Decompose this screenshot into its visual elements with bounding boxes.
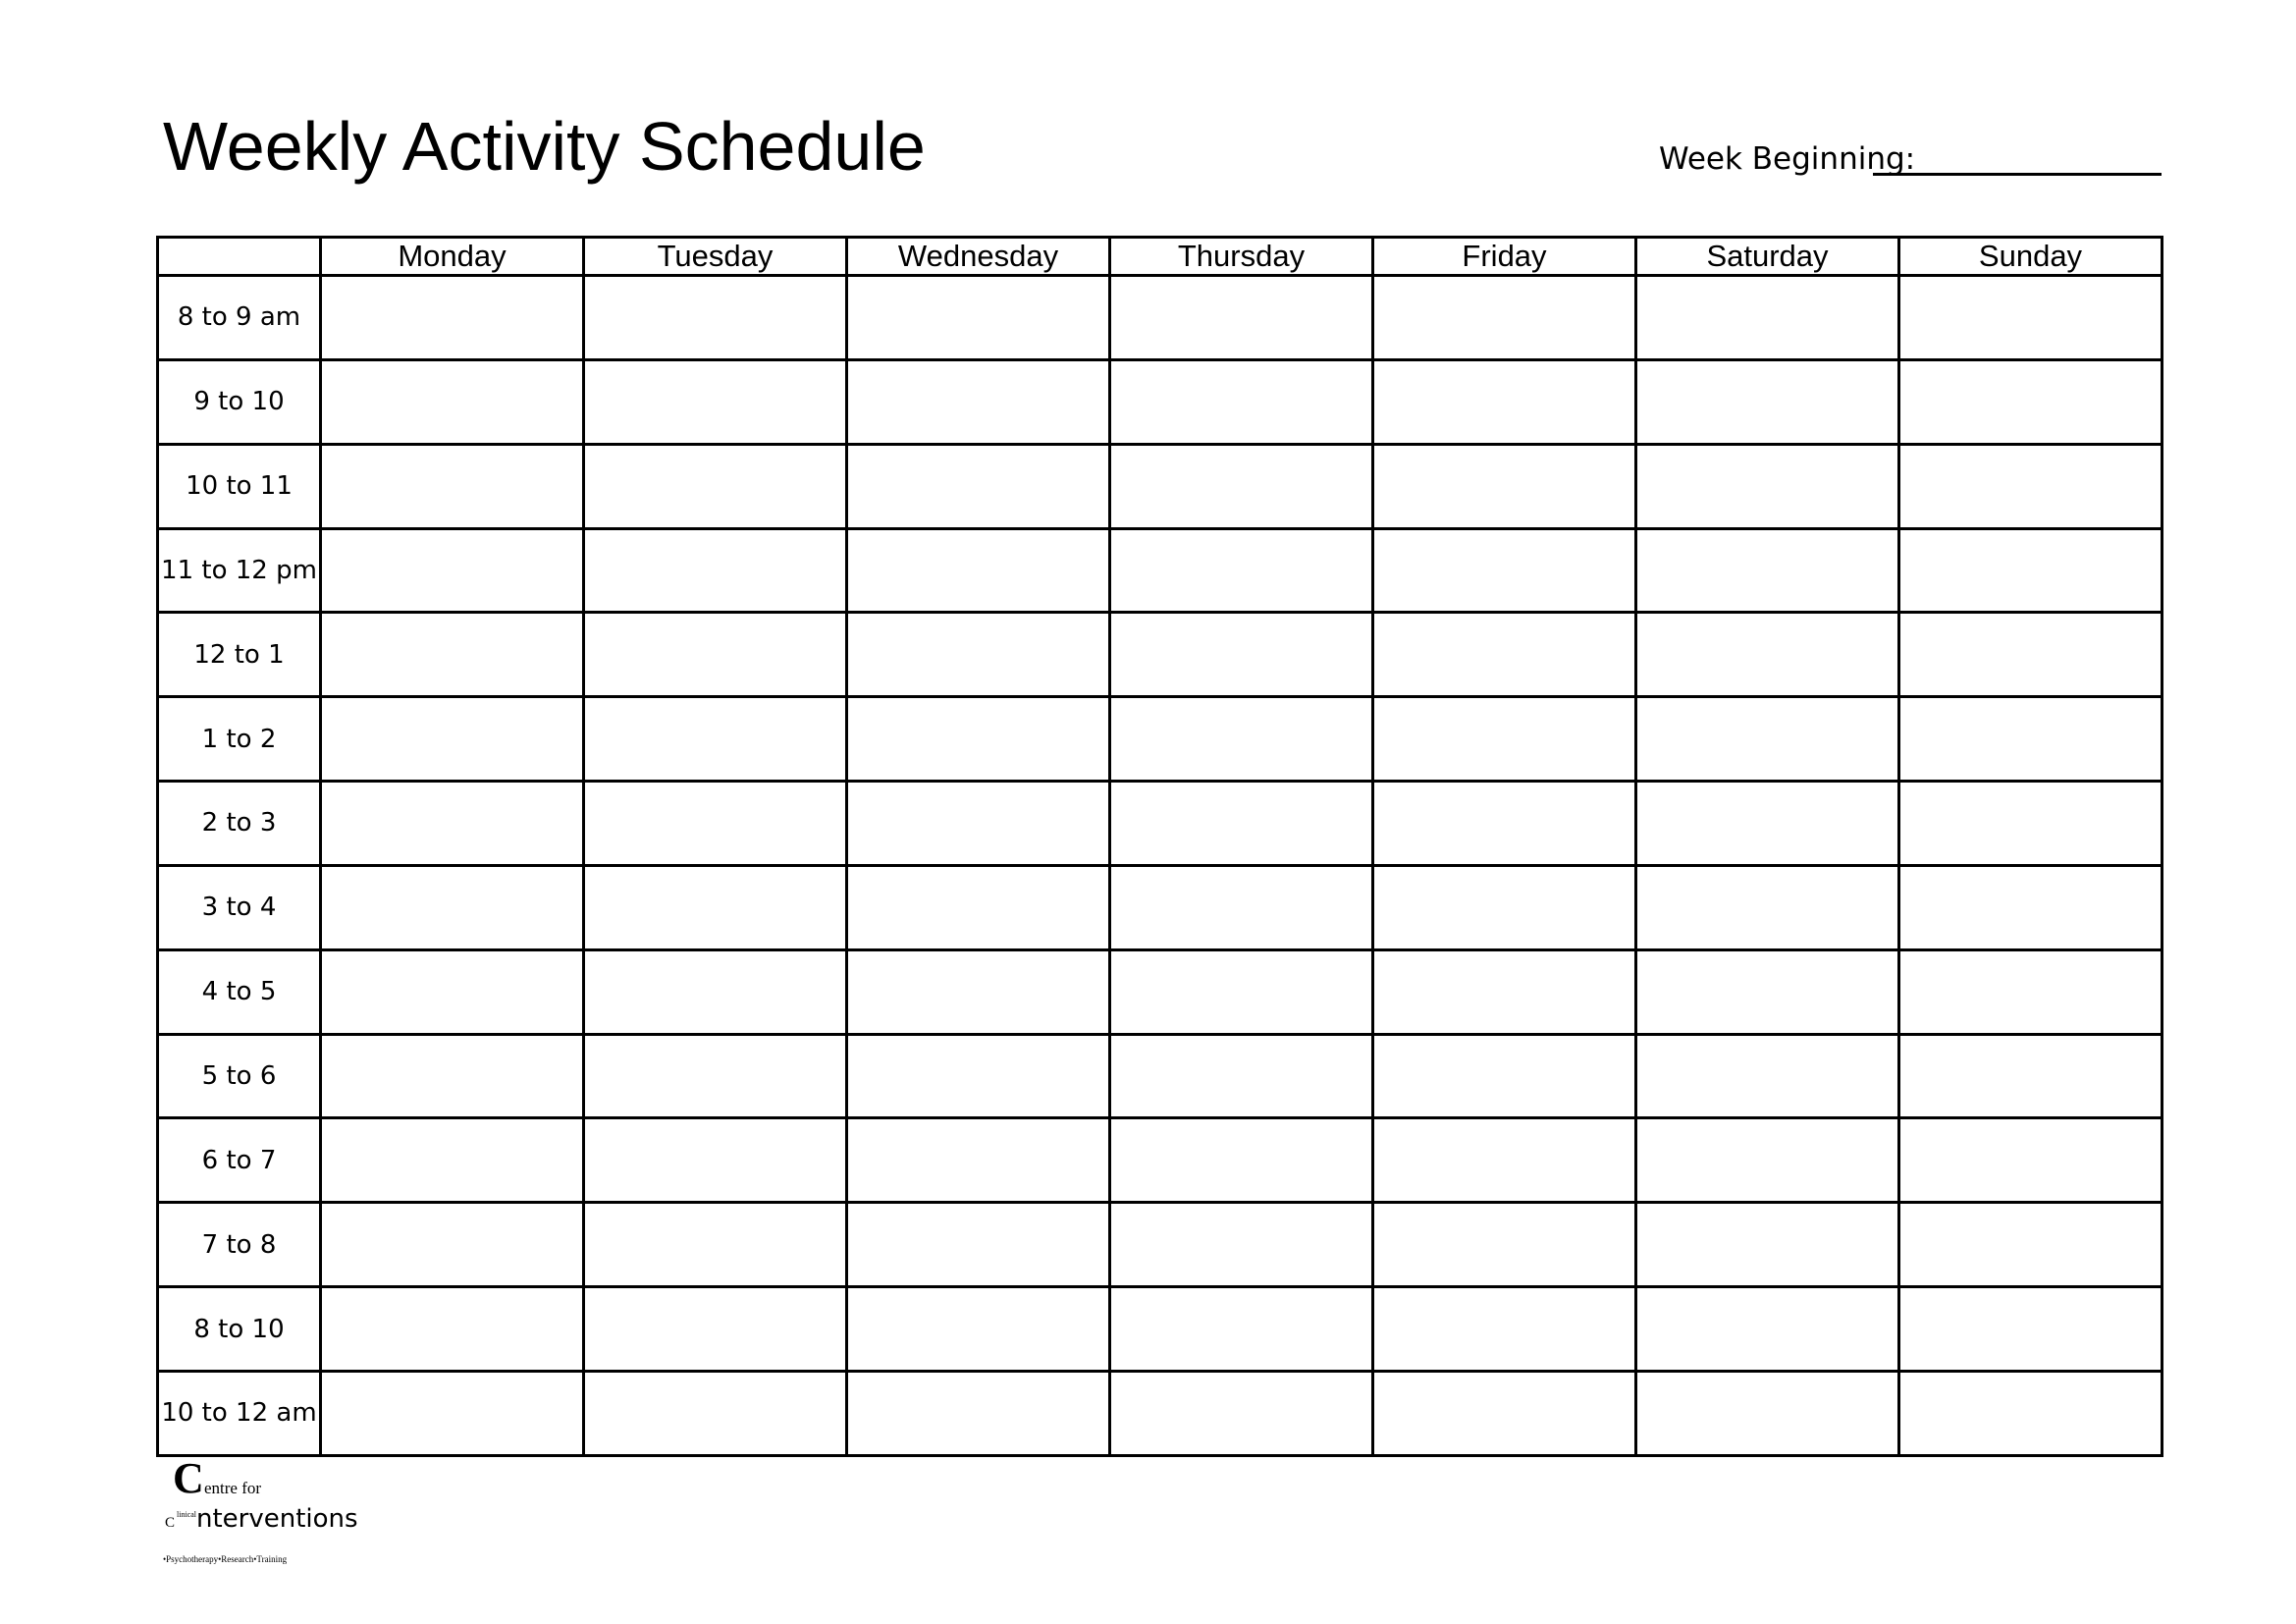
activity-cell-wednesday[interactable] [847,697,1110,782]
activity-cell-tuesday[interactable] [584,359,847,444]
schedule-table [156,236,2163,1457]
time-slot-label: 8 to 9 am [158,276,321,360]
table-row [158,444,2163,528]
activity-cell-sunday[interactable] [1899,1034,2163,1118]
activity-cell-thursday[interactable] [1110,1287,1373,1372]
activity-cell-wednesday[interactable] [847,865,1110,949]
activity-cell-monday[interactable] [321,1118,584,1203]
table-row [158,1371,2163,1455]
day-header-tuesday: Tuesday [584,238,847,276]
logo-line1: entre for [204,1479,262,1497]
day-header-saturday: Saturday [1636,238,1899,276]
activity-cell-monday[interactable] [321,359,584,444]
activity-cell-friday[interactable] [1373,1118,1636,1203]
activity-cell-wednesday[interactable] [847,1034,1110,1118]
activity-cell-sunday[interactable] [1899,359,2163,444]
week-beginning-label: Week Beginning: [1659,141,1916,177]
activity-cell-monday[interactable] [321,782,584,866]
activity-cell-thursday[interactable] [1110,1118,1373,1203]
day-header-wednesday: Wednesday [847,238,1110,276]
activity-cell-monday[interactable] [321,613,584,697]
activity-cell-saturday[interactable] [1636,276,1899,360]
logo-clinical: linical [177,1510,196,1519]
activity-cell-sunday[interactable] [1899,697,2163,782]
activity-cell-sunday[interactable] [1899,1371,2163,1455]
time-slot-label: 1 to 2 [158,697,321,782]
table-row [158,1203,2163,1287]
activity-cell-tuesday[interactable] [584,444,847,528]
activity-cell-thursday[interactable] [1110,865,1373,949]
activity-cell-wednesday[interactable] [847,949,1110,1034]
activity-cell-tuesday[interactable] [584,1203,847,1287]
activity-cell-saturday[interactable] [1636,865,1899,949]
activity-cell-wednesday[interactable] [847,276,1110,360]
activity-cell-saturday[interactable] [1636,1371,1899,1455]
table-row [158,528,2163,613]
activity-cell-saturday[interactable] [1636,444,1899,528]
activity-cell-thursday[interactable] [1110,1371,1373,1455]
activity-cell-wednesday[interactable] [847,1203,1110,1287]
activity-cell-monday[interactable] [321,1034,584,1118]
activity-cell-monday[interactable] [321,949,584,1034]
activity-cell-monday[interactable] [321,1203,584,1287]
activity-cell-saturday[interactable] [1636,359,1899,444]
day-header-friday: Friday [1373,238,1636,276]
activity-cell-thursday[interactable] [1110,276,1373,360]
activity-cell-friday[interactable] [1373,276,1636,360]
activity-cell-friday[interactable] [1373,528,1636,613]
page-title: Weekly Activity Schedule [163,108,926,185]
time-slot-label: 8 to 10 [158,1287,321,1372]
activity-cell-wednesday[interactable] [847,528,1110,613]
activity-cell-saturday[interactable] [1636,1118,1899,1203]
activity-cell-tuesday[interactable] [584,1034,847,1118]
activity-cell-wednesday[interactable] [847,359,1110,444]
corner-cell [158,238,321,276]
activity-cell-friday[interactable] [1373,949,1636,1034]
activity-cell-thursday[interactable] [1110,949,1373,1034]
activity-cell-monday[interactable] [321,444,584,528]
activity-cell-wednesday[interactable] [847,444,1110,528]
time-slot-label: 9 to 10 [158,359,321,444]
activity-cell-thursday[interactable] [1110,697,1373,782]
activity-cell-wednesday[interactable] [847,1371,1110,1455]
table-row [158,1118,2163,1203]
time-slot-label: 5 to 6 [158,1034,321,1118]
activity-cell-thursday[interactable] [1110,528,1373,613]
activity-cell-friday[interactable] [1373,359,1636,444]
activity-cell-tuesday[interactable] [584,949,847,1034]
time-slot-label: 4 to 5 [158,949,321,1034]
activity-cell-sunday[interactable] [1899,1287,2163,1372]
activity-cell-sunday[interactable] [1899,528,2163,613]
activity-cell-friday[interactable] [1373,782,1636,866]
activity-cell-saturday[interactable] [1636,1287,1899,1372]
activity-cell-sunday[interactable] [1899,276,2163,360]
activity-cell-saturday[interactable] [1636,528,1899,613]
activity-cell-sunday[interactable] [1899,444,2163,528]
day-header-sunday: Sunday [1899,238,2163,276]
activity-cell-tuesday[interactable] [584,1287,847,1372]
activity-cell-tuesday[interactable] [584,1371,847,1455]
time-slot-label: 11 to 12 pm [158,528,321,613]
activity-cell-monday[interactable] [321,276,584,360]
time-slot-label: 12 to 1 [158,613,321,697]
activity-cell-saturday[interactable] [1636,613,1899,697]
activity-cell-friday[interactable] [1373,865,1636,949]
table-row [158,865,2163,949]
activity-cell-friday[interactable] [1373,1034,1636,1118]
table-row [158,276,2163,360]
time-slot-label: 2 to 3 [158,782,321,866]
table-row [158,1287,2163,1372]
activity-cell-monday[interactable] [321,1371,584,1455]
week-beginning-field[interactable] [1873,173,2162,176]
day-header-monday: Monday [321,238,584,276]
activity-cell-monday[interactable] [321,1287,584,1372]
activity-cell-thursday[interactable] [1110,1034,1373,1118]
logo-big-letter: C [173,1454,204,1502]
activity-cell-tuesday[interactable] [584,782,847,866]
activity-cell-saturday[interactable] [1636,782,1899,866]
activity-cell-tuesday[interactable] [584,613,847,697]
activity-cell-saturday[interactable] [1636,1203,1899,1287]
logo-tagline: •Psychotherapy•Research•Training [163,1554,288,1564]
activity-cell-wednesday[interactable] [847,782,1110,866]
activity-cell-tuesday[interactable] [584,528,847,613]
table-row [158,613,2163,697]
activity-cell-thursday[interactable] [1110,613,1373,697]
time-slot-label: 7 to 8 [158,1203,321,1287]
activity-cell-tuesday[interactable] [584,276,847,360]
activity-cell-sunday[interactable] [1899,613,2163,697]
activity-cell-monday[interactable] [321,865,584,949]
table-row [158,1034,2163,1118]
activity-cell-tuesday[interactable] [584,865,847,949]
logo-small-letter: C [165,1515,176,1531]
logo-line2: nterventions [196,1504,358,1534]
activity-cell-tuesday[interactable] [584,1118,847,1203]
activity-cell-friday[interactable] [1373,697,1636,782]
activity-cell-saturday[interactable] [1636,1034,1899,1118]
activity-cell-friday[interactable] [1373,1287,1636,1372]
table-row [158,359,2163,444]
activity-cell-saturday[interactable] [1636,949,1899,1034]
activity-cell-thursday[interactable] [1110,1203,1373,1287]
activity-cell-monday[interactable] [321,697,584,782]
activity-cell-wednesday[interactable] [847,1118,1110,1203]
activity-cell-friday[interactable] [1373,1203,1636,1287]
activity-cell-thursday[interactable] [1110,444,1373,528]
activity-cell-tuesday[interactable] [584,697,847,782]
activity-cell-friday[interactable] [1373,1371,1636,1455]
activity-cell-sunday[interactable] [1899,949,2163,1034]
header-row [158,238,2163,276]
logo [163,1451,358,1569]
table-row [158,697,2163,782]
activity-cell-wednesday[interactable] [847,613,1110,697]
activity-cell-thursday[interactable] [1110,359,1373,444]
activity-cell-friday[interactable] [1373,444,1636,528]
activity-cell-thursday[interactable] [1110,782,1373,866]
day-header-thursday: Thursday [1110,238,1373,276]
time-slot-label: 10 to 12 am [158,1371,321,1455]
activity-cell-sunday[interactable] [1899,1203,2163,1287]
activity-cell-friday[interactable] [1373,613,1636,697]
time-slot-label: 10 to 11 [158,444,321,528]
activity-cell-monday[interactable] [321,528,584,613]
table-row [158,782,2163,866]
activity-cell-wednesday[interactable] [847,1287,1110,1372]
activity-cell-sunday[interactable] [1899,1118,2163,1203]
table-row [158,949,2163,1034]
time-slot-label: 6 to 7 [158,1118,321,1203]
activity-cell-saturday[interactable] [1636,697,1899,782]
activity-cell-sunday[interactable] [1899,782,2163,866]
activity-cell-sunday[interactable] [1899,865,2163,949]
time-slot-label: 3 to 4 [158,865,321,949]
